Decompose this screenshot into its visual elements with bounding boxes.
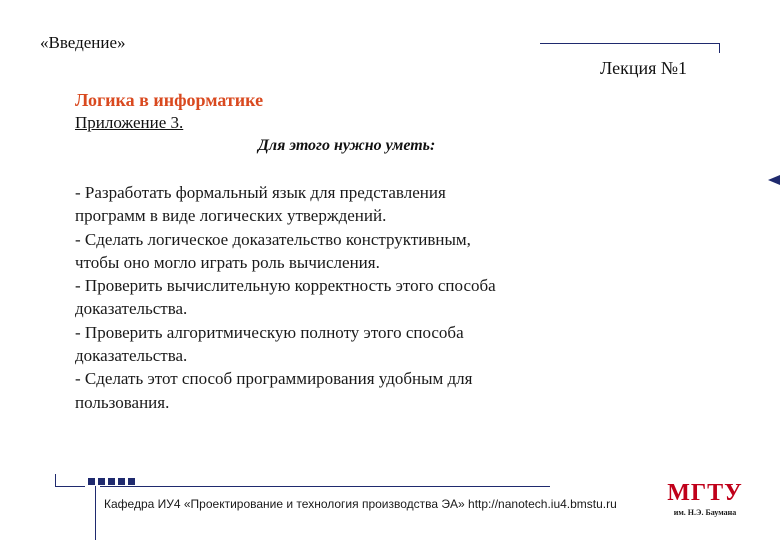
lecture-label: Лекция №1 <box>600 58 688 78</box>
section-title: «Введение» <box>40 33 126 52</box>
body-line: - Проверить алгоритмическую полноту этого способа <box>75 322 464 342</box>
footer-vertical-line <box>95 486 96 540</box>
university-logo <box>664 480 746 520</box>
body-line: - Сделать логическое доказательство конструктивным, <box>75 229 471 249</box>
body-text <box>75 181 595 414</box>
body-line: - Разработать формальный язык для представления <box>75 183 446 202</box>
footer-corner-tick <box>55 474 56 486</box>
footer-text: Кафедра ИУ4 «Проектирование и технология производства ЭА» http://nanotech.iu4.bmstu.ru <box>104 497 617 511</box>
body-line: чтобы оно могло играть роль вычисления. <box>75 252 380 272</box>
body-line: доказательства. <box>75 346 188 366</box>
footer-divider <box>100 486 550 487</box>
body-line: программ в виде логических утверждений. <box>75 206 387 226</box>
body-line: доказательства. <box>75 299 188 319</box>
footer-corner-line <box>55 486 85 487</box>
body-line: - Проверить вычислительную корректность этого способа <box>75 276 496 296</box>
slide-marker-icon <box>768 175 780 185</box>
header-divider-tick <box>719 43 720 53</box>
logo-subtitle: им. Н.Э. Баумана <box>673 508 737 517</box>
subheading: Для этого нужно уметь: <box>258 137 436 154</box>
footer-dots-icon <box>88 478 135 485</box>
appendix-label: Приложение 3. <box>75 113 184 132</box>
header-divider <box>540 43 720 44</box>
logo-main-text: МГТУ <box>667 480 743 506</box>
body-line: пользования. <box>75 392 170 412</box>
body-line: - Сделать этот способ программирования удобным для <box>75 369 473 389</box>
topic-title: Логика в информатике <box>75 90 264 110</box>
